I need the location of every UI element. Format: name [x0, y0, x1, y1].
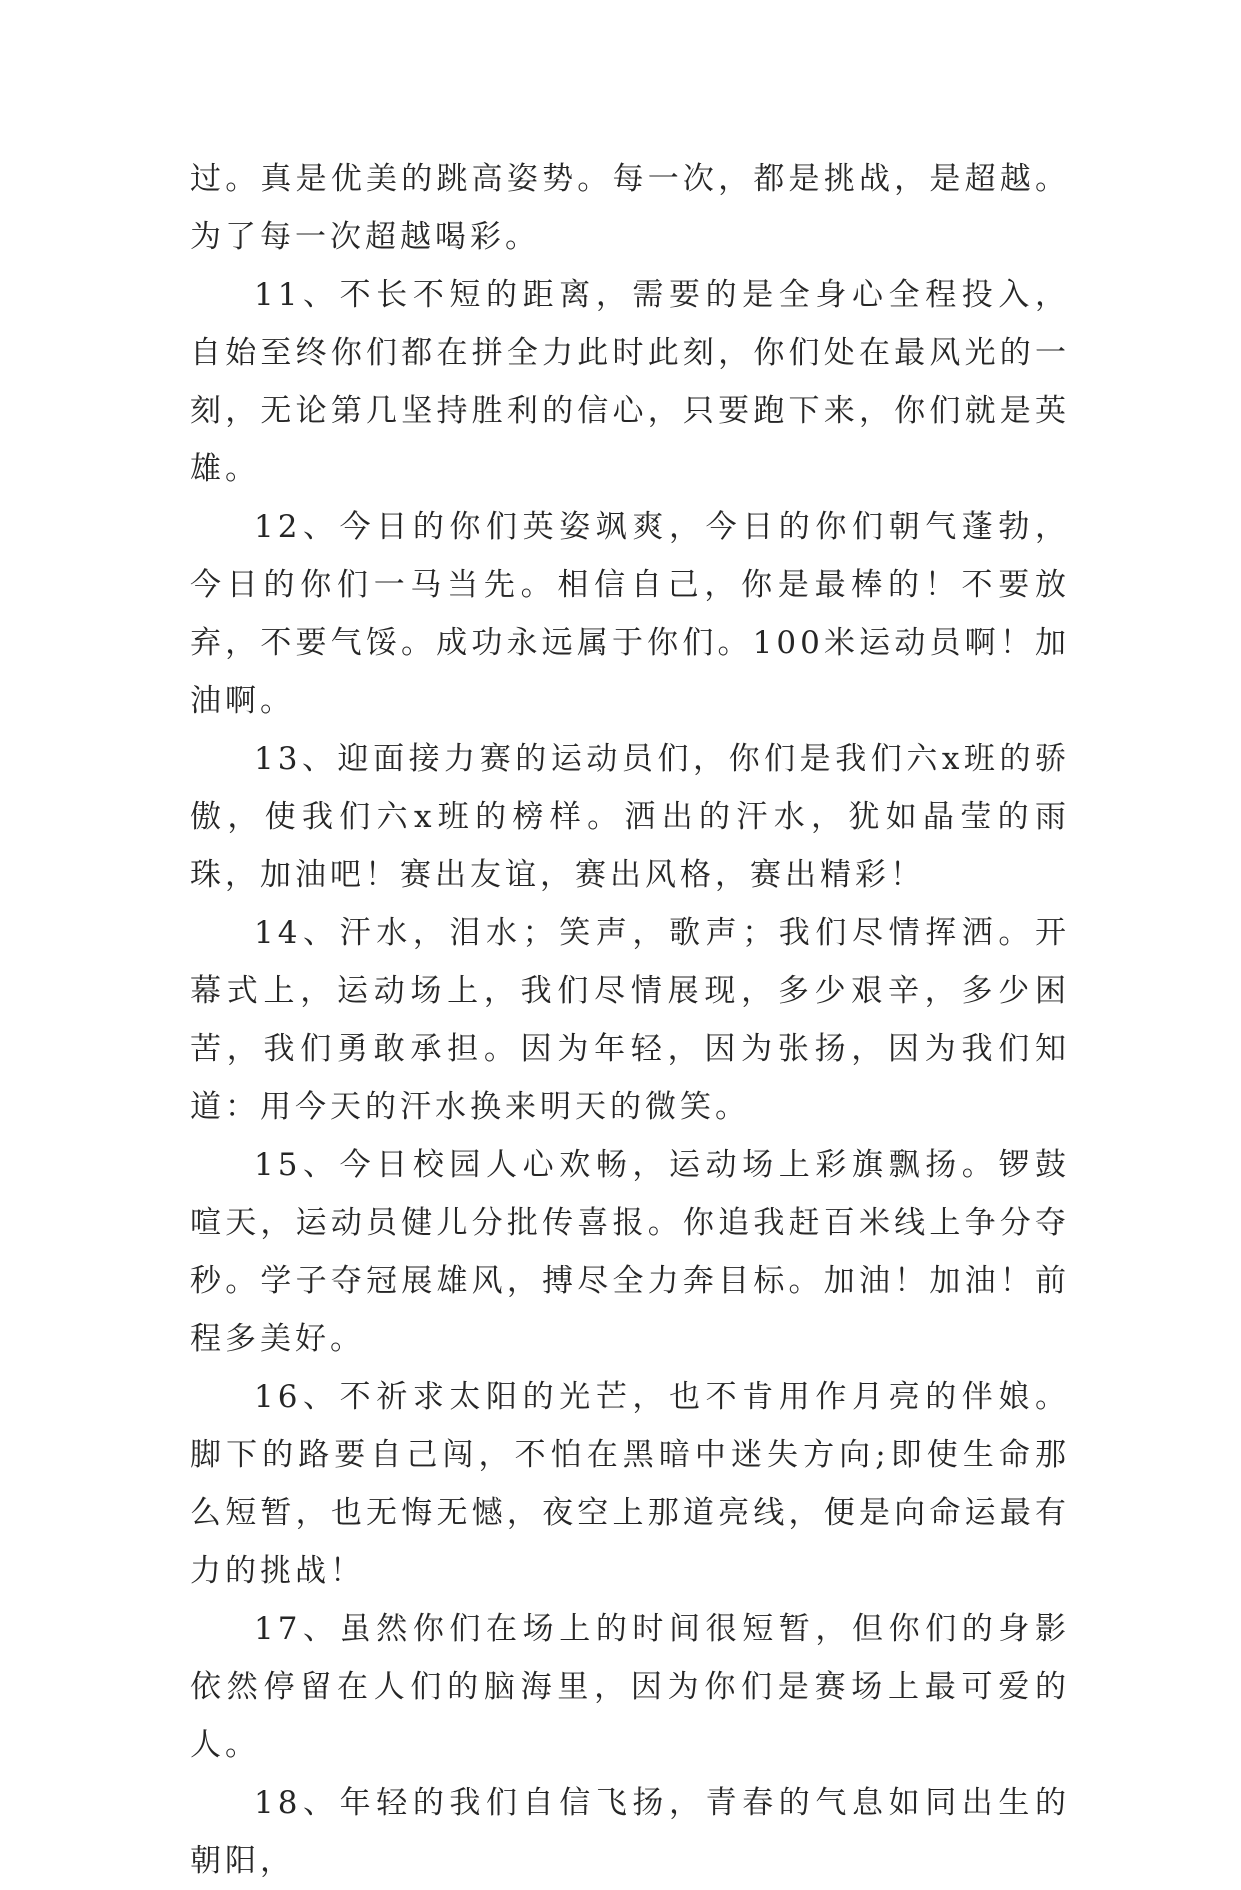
paragraph-item-14: 14、汗水，泪水；笑声，歌声；我们尽情挥洒。开幕式上，运动场上，我们尽情展现，多少艰辛，多少困苦，我们勇敢承担。因为年轻，因为张扬，因为我们知道：用今天的汗水换来明天的微笑。: [190, 915, 1070, 1125]
paragraph-item-13: 13、迎面接力赛的运动员们，你们是我们六x班的骄傲，使我们六x班的榜样。洒出的汗水，犹如晶莹的雨珠，加油吧！赛出友谊，赛出风格，赛出精彩！: [190, 741, 1070, 893]
paragraph-item-12: 12、今日的你们英姿飒爽，今日的你们朝气蓬勃，今日的你们一马当先。相信自己，你是最棒的！不要放弃，不要气馁。成功永远属于你们。100米运动员啊！加油啊。: [190, 509, 1070, 719]
paragraph-item-17: 17、虽然你们在场上的时间很短暂，但你们的身影依然停留在人们的脑海里，因为你们是赛场上最可爱的人。: [190, 1611, 1070, 1763]
document-body: [190, 150, 1070, 1890]
paragraph-item-16: 16、不祈求太阳的光芒，也不肯用作月亮的伴娘。脚下的路要自己闯，不怕在黑暗中迷失方向;即使生命那么短暂，也无悔无憾，夜空上那道亮线，便是向命运最有力的挑战！: [190, 1379, 1070, 1589]
paragraph-item-11: 11、不长不短的距离，需要的是全身心全程投入，自始至终你们都在拼全力此时此刻，你们处在最风光的一刻，无论第几坚持胜利的信心，只要跑下来，你们就是英雄。: [190, 277, 1070, 487]
paragraph-item-15: 15、今日校园人心欢畅，运动场上彩旗飘扬。锣鼓喧天，运动员健儿分批传喜报。你追我赶百米线上争分夺秒。学子夺冠展雄风，搏尽全力奔目标。加油！加油！前程多美好。: [190, 1147, 1070, 1357]
paragraph-item-18: 18、年轻的我们自信飞扬，青春的气息如同出生的朝阳，: [190, 1785, 1070, 1879]
paragraph-continuation: 过。真是优美的跳高姿势。每一次，都是挑战，是超越。为了每一次超越喝彩。: [190, 161, 1070, 255]
